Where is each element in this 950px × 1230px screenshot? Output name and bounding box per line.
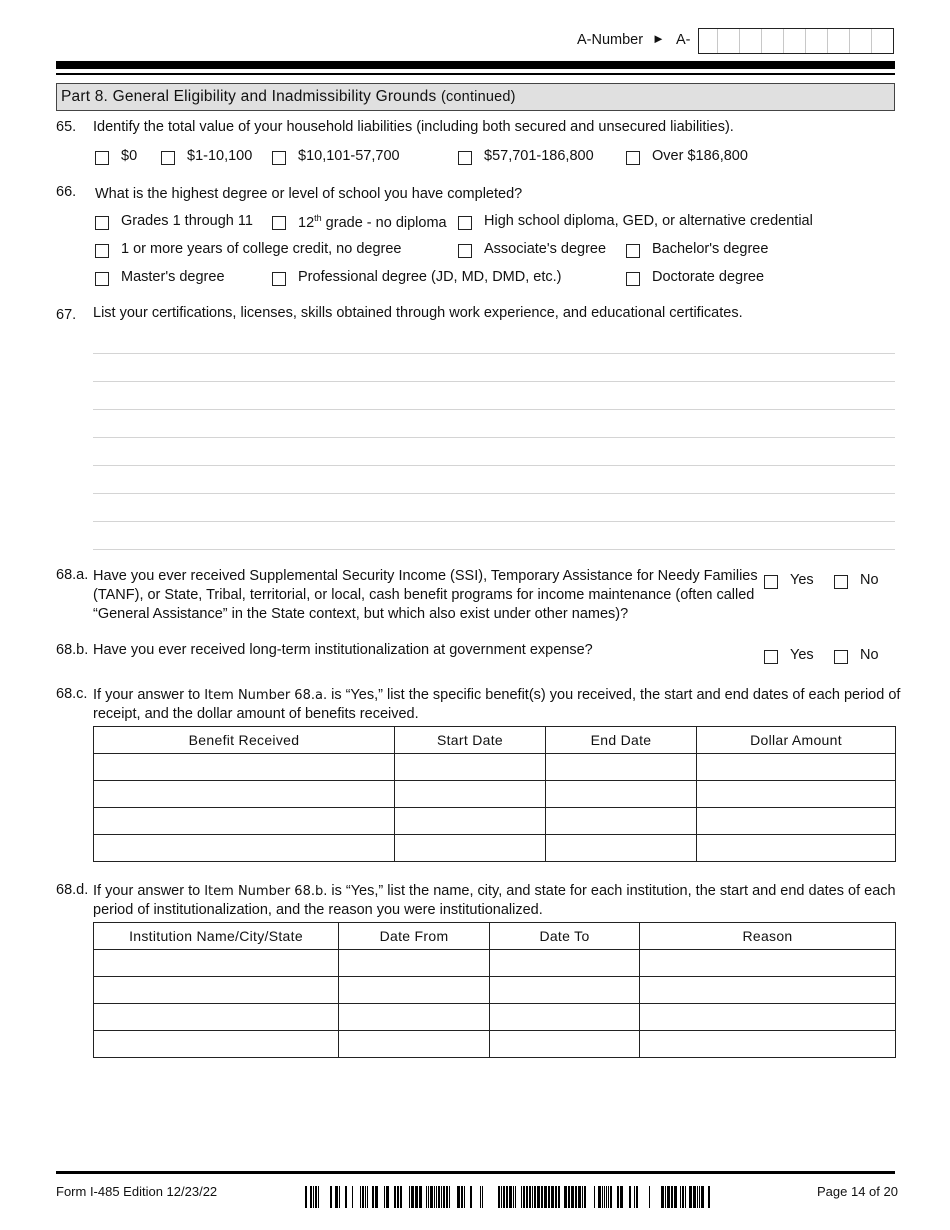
column-header: End Date xyxy=(546,727,697,754)
q68c-number: 68.c. xyxy=(56,686,88,702)
table-cell-input[interactable] xyxy=(640,1031,896,1058)
table-header-row xyxy=(94,727,896,754)
table-cell-input[interactable] xyxy=(339,1004,490,1031)
q65-option-3: $57,701-186,800 xyxy=(484,148,594,164)
q66-checkbox-masters[interactable] xyxy=(95,272,109,286)
table-row xyxy=(94,950,896,977)
table-cell-input[interactable] xyxy=(395,781,546,808)
q67-line xyxy=(93,521,895,522)
q65-option-1: $1-10,100 xyxy=(187,148,253,164)
column-header: Start Date xyxy=(395,727,546,754)
q67-text-area[interactable] xyxy=(93,325,895,551)
q65-checkbox-2[interactable] xyxy=(272,151,286,165)
barcode-icon xyxy=(305,1186,713,1208)
table-cell-input[interactable] xyxy=(640,1004,896,1031)
table-row xyxy=(94,977,896,1004)
table-cell-input[interactable] xyxy=(94,781,395,808)
table-cell-input[interactable] xyxy=(395,835,546,862)
q66-option-doctorate: Doctorate degree xyxy=(652,269,765,285)
q68c-text: If your answer to Item Number 68.a. is “Yes,” list the specific benefit(s) you received, the start and end dates of each period of receipt, and the dollar amount of benefits received. xyxy=(93,687,901,722)
q66-text: What is the highest degree or level of school you have completed? xyxy=(95,186,523,202)
q68b-text: Have you ever received long-term institutionalization at government expense? xyxy=(93,642,593,658)
table-cell-input[interactable] xyxy=(697,808,896,835)
table-cell-input[interactable] xyxy=(94,808,395,835)
column-header: Dollar Amount xyxy=(697,727,896,754)
table-cell-input[interactable] xyxy=(94,1031,339,1058)
a-prefix: A- xyxy=(676,32,691,48)
header-rule-thick xyxy=(56,61,895,69)
table-row xyxy=(94,754,896,781)
q66-checkbox-associates[interactable] xyxy=(458,244,472,258)
q66-option-twelfth: 12th grade - no diploma xyxy=(298,213,447,231)
table-cell-input[interactable] xyxy=(490,1031,640,1058)
table-row xyxy=(94,781,896,808)
column-header: Date From xyxy=(339,923,490,950)
q67-line xyxy=(93,437,895,438)
q67-line xyxy=(93,549,895,550)
table-cell-input[interactable] xyxy=(490,1004,640,1031)
table-cell-input[interactable] xyxy=(490,977,640,1004)
q68a-yes-label: Yes xyxy=(790,572,814,588)
table-row xyxy=(94,1031,896,1058)
q67-line xyxy=(93,465,895,466)
table-cell-input[interactable] xyxy=(94,754,395,781)
institutions-table xyxy=(93,922,896,1058)
q65-checkbox-4[interactable] xyxy=(626,151,640,165)
table-cell-input[interactable] xyxy=(490,950,640,977)
table-cell-input[interactable] xyxy=(697,754,896,781)
q68b-number: 68.b. xyxy=(56,642,89,658)
footer-rule xyxy=(56,1171,895,1174)
q66-checkbox-college-credit[interactable] xyxy=(95,244,109,258)
q65-option-4: Over $186,800 xyxy=(652,148,748,164)
table-cell-input[interactable] xyxy=(546,781,697,808)
q66-option-masters: Master's degree xyxy=(121,269,225,285)
footer-form-edition: Form I-485 Edition 12/23/22 xyxy=(56,1184,218,1199)
q66-checkbox-doctorate[interactable] xyxy=(626,272,640,286)
q66-option-professional: Professional degree (JD, MD, DMD, etc.) xyxy=(298,269,562,285)
q66-number: 66. xyxy=(56,184,77,200)
table-row xyxy=(94,808,896,835)
q65-checkbox-0[interactable] xyxy=(95,151,109,165)
column-header: Institution Name/City/State xyxy=(94,923,339,950)
q65-number: 65. xyxy=(56,119,77,135)
table-cell-input[interactable] xyxy=(339,977,490,1004)
q68d-text: If your answer to Item Number 68.b. is “Yes,” list the name, city, and state for each institution, the start and end dates of each period of institutionalization, and the reason you were institutionalized. xyxy=(93,883,896,918)
table-header-row xyxy=(94,923,896,950)
footer-page-number: Page 14 of 20 xyxy=(817,1184,898,1199)
q65-checkbox-3[interactable] xyxy=(458,151,472,165)
table-cell-input[interactable] xyxy=(546,808,697,835)
table-cell-input[interactable] xyxy=(94,1004,339,1031)
table-row xyxy=(94,1004,896,1031)
arrow-right-icon: ► xyxy=(652,31,665,46)
q68d-number: 68.d. xyxy=(56,882,89,898)
q68b-yes-checkbox[interactable] xyxy=(764,650,778,664)
header-rule-thin xyxy=(56,73,895,75)
table-cell-input[interactable] xyxy=(339,1031,490,1058)
part-title-suffix: (continued) xyxy=(440,89,516,105)
q66-checkbox-highschool[interactable] xyxy=(458,216,472,230)
table-cell-input[interactable] xyxy=(94,835,395,862)
table-cell-input[interactable] xyxy=(546,835,697,862)
q65-checkbox-1[interactable] xyxy=(161,151,175,165)
q68a-no-label: No xyxy=(860,572,879,588)
q67-text: List your certifications, licenses, skills obtained through work experience, and educational certificates. xyxy=(93,305,743,321)
q66-option-associates: Associate's degree xyxy=(484,241,607,257)
column-header: Reason xyxy=(640,923,896,950)
benefits-table xyxy=(93,726,896,862)
q68a-no-checkbox[interactable] xyxy=(834,575,848,589)
a-number-label: A-Number xyxy=(577,32,644,48)
q65-option-2: $10,101-57,700 xyxy=(298,148,400,164)
q67-line xyxy=(93,353,895,354)
q67-number: 67. xyxy=(56,307,77,323)
q66-option-college-credit: 1 or more years of college credit, no degree xyxy=(121,241,402,257)
table-cell-input[interactable] xyxy=(395,808,546,835)
table-cell-input[interactable] xyxy=(640,977,896,1004)
part-title-bar xyxy=(56,83,895,111)
part-title: Part 8. General Eligibility and Inadmissibility Grounds xyxy=(61,88,437,105)
q66-checkbox-bachelors[interactable] xyxy=(626,244,640,258)
q68a-text: Have you ever received Supplemental Security Income (SSI), Temporary Assistance for Needy Families (TANF), or State, Tribal, territorial, or local, cash benefit programs for income maintenance (often called “General Assistance” in the State context, but which also exist under other names)? xyxy=(93,568,758,622)
q68a-yes-checkbox[interactable] xyxy=(764,575,778,589)
q66-option-grades: Grades 1 through 11 xyxy=(121,213,253,229)
table-cell-input[interactable] xyxy=(94,977,339,1004)
q67-line xyxy=(93,381,895,382)
q68b-no-label: No xyxy=(860,647,879,663)
q65-text: Identify the total value of your household liabilities (including both secured and unsecured liabilities). xyxy=(93,119,734,135)
q66-checkbox-professional[interactable] xyxy=(272,272,286,286)
q67-line xyxy=(93,493,895,494)
q68b-no-checkbox[interactable] xyxy=(834,650,848,664)
q66-option-highschool: High school diploma, GED, or alternative credential xyxy=(484,213,813,229)
table-cell-input[interactable] xyxy=(339,950,490,977)
table-cell-input[interactable] xyxy=(640,950,896,977)
q66-checkbox-grades[interactable] xyxy=(95,216,109,230)
column-header: Benefit Received xyxy=(94,727,395,754)
column-header: Date To xyxy=(490,923,640,950)
a-number-input[interactable] xyxy=(698,28,894,54)
q66-option-bachelors: Bachelor's degree xyxy=(652,241,769,257)
table-row xyxy=(94,835,896,862)
q67-line xyxy=(93,409,895,410)
q65-option-0: $0 xyxy=(121,148,138,164)
q68b-yes-label: Yes xyxy=(790,647,814,663)
table-cell-input[interactable] xyxy=(697,781,896,808)
table-cell-input[interactable] xyxy=(697,835,896,862)
table-cell-input[interactable] xyxy=(546,754,697,781)
table-cell-input[interactable] xyxy=(94,950,339,977)
q66-checkbox-twelfth[interactable] xyxy=(272,216,286,230)
q68a-number: 68.a. xyxy=(56,567,89,583)
table-cell-input[interactable] xyxy=(395,754,546,781)
